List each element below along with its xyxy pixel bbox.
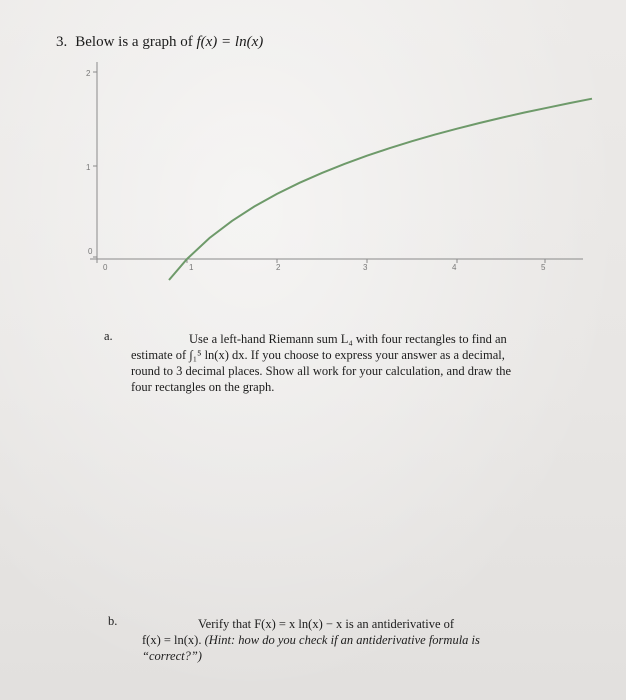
part-b-line2 — [142, 632, 480, 648]
x-ticks — [97, 259, 545, 263]
x-tick-label-5: 5 — [541, 263, 546, 272]
part-a-line2: estimate of ∫₁⁵ ln(x) dx. If you choose to express your answer as a decimal, — [131, 348, 505, 362]
ln-graph — [0, 0, 626, 300]
part-b-letter: b. — [108, 614, 118, 628]
part-b-line1: Verify that F(x) = x ln(x) − x is an antiderivative of — [198, 617, 455, 631]
ln-curve — [169, 99, 592, 280]
x-tick-label-4: 4 — [452, 263, 457, 272]
y-tick-label-1: 1 — [86, 163, 91, 172]
part-a-letter: a. — [104, 329, 113, 343]
x-tick-label-3: 3 — [363, 263, 368, 272]
y-tick-label-0: 0 — [88, 247, 93, 256]
part-b-hint: (Hint: how do you check if an antiderivative formula is — [204, 633, 480, 647]
question-number: 3. — [56, 34, 68, 50]
x-tick-label-0: 0 — [103, 263, 108, 272]
x-tick-label-2: 2 — [276, 263, 281, 272]
question-prefix: Below is a graph of — [75, 34, 197, 50]
function-label: f(x) = ln(x) — [196, 34, 264, 50]
part-b-line3: “correct?”) — [142, 649, 202, 663]
part-a-line4: four rectangles on the graph. — [131, 380, 275, 394]
part-b-text — [142, 616, 480, 664]
y-tick-label-2: 2 — [86, 69, 91, 78]
part-a-line1: Use a left-hand Riemann sum L₄ with four rectangles to find an — [189, 332, 507, 346]
part-b-line2-normal: f(x) = ln(x). — [142, 633, 205, 647]
part-a-text — [131, 331, 511, 395]
x-tick-label-1: 1 — [189, 263, 194, 272]
part-a-line3: round to 3 decimal places. Show all work for your calculation, and draw the — [131, 364, 512, 378]
